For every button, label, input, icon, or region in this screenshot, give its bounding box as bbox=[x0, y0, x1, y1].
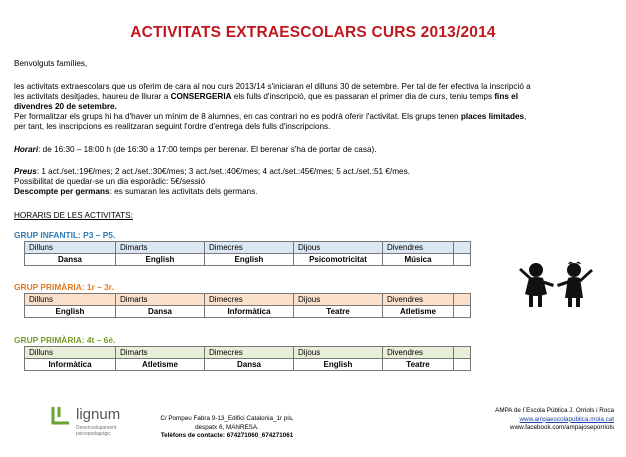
greeting: Benvolguts famílies, bbox=[14, 59, 88, 68]
discount-label: Descompte per germans bbox=[14, 187, 110, 196]
discount-line: Descompte per germans: es sumaran les activitats dels germans. bbox=[14, 187, 258, 196]
lignum-logo-icon bbox=[50, 405, 72, 427]
day-cell: Dijous bbox=[294, 294, 383, 306]
day-cell: Dimecres bbox=[205, 347, 294, 359]
activity-cell: Música bbox=[383, 254, 454, 266]
activity-cell: English bbox=[116, 254, 205, 266]
day-cell: Dilluns bbox=[25, 294, 116, 306]
activity-cell: English bbox=[25, 306, 116, 318]
day-cell: Dimecres bbox=[205, 294, 294, 306]
contact-phones: Telèfons de contacte: 674271060_674271061 bbox=[160, 432, 294, 439]
ampa-block bbox=[410, 407, 614, 433]
day-cell: Dijous bbox=[294, 347, 383, 359]
preus-label: Preus bbox=[14, 167, 37, 176]
activity-cell: Dansa bbox=[25, 254, 116, 266]
activity-cell: Teatre bbox=[383, 359, 454, 371]
group-label-primaria-1: GRUP PRIMÀRIA: 1r – 3r. bbox=[14, 282, 114, 292]
horari-line: Horari: de 16:30 – 18:00 h (de 16:30 a 17:00 temps per berenar. El berenar s'ha de portar de casa). bbox=[14, 145, 377, 154]
groups-line-1: Per formalitzar els grups hi ha d'haver un mínim de 8 alumnes, en cas contrari no es podrà oferir l'activitat. Els grups tenen places limitades, bbox=[14, 112, 527, 121]
address-line-1: C/ Pompeu Fabra 9-13_Edifici Catalonia_1r pis, bbox=[160, 415, 294, 422]
schedule-table-primaria-2 bbox=[24, 346, 471, 371]
address-line-2: despatx 6, MANRESA. bbox=[195, 423, 259, 431]
horari-label: Horari bbox=[14, 145, 39, 154]
ampa-facebook-link[interactable]: www.facebook.com/ampajoseporriols bbox=[510, 424, 614, 431]
schedule-table-primaria-1 bbox=[24, 293, 471, 318]
preus-line: Preus: 1 act./set.:19€/mes; 2 act./set.:30€/mes; 3 act./set.:40€/mes; 4 act./set.:45€/mes; 5 act./set.:51 €/mes. bbox=[14, 167, 410, 176]
activity-cell: Dansa bbox=[205, 359, 294, 371]
ampa-web-link[interactable]: www.ampaescolapublica.moia.cat bbox=[519, 415, 614, 423]
group-label-primaria-2: GRUP PRIMÀRIA: 4t – 6è. bbox=[14, 335, 116, 345]
activity-cell: Psicomotricitat bbox=[294, 254, 383, 266]
activity-cell: Informàtica bbox=[25, 359, 116, 371]
groups-line-2: per tant, les inscripcions es realitzaran seguint l'ordre d'entrega dels fulls d'inscripcions. bbox=[14, 122, 331, 131]
ampa-name: AMPA de l´Escola Pública J. Orriols i Roca bbox=[495, 407, 614, 414]
activity-cell: English bbox=[294, 359, 383, 371]
consergeria-text: CONSERGERIA bbox=[170, 92, 232, 101]
intro-line-2: les activitats desitjades, haureu de lliurar a CONSERGERIA els fulls d'inscripció, que es passaran el primer dia de curs, teniu temps fins el bbox=[14, 92, 518, 101]
day-cell: Dimarts bbox=[116, 347, 205, 359]
page-title: ACTIVITATS EXTRAESCOLARS CURS 2013/2014 bbox=[130, 24, 496, 41]
day-cell: Dijous bbox=[294, 242, 383, 254]
day-cell: Divendres bbox=[383, 294, 454, 306]
schedule-table-infantil bbox=[24, 241, 471, 266]
activity-cell: Dansa bbox=[116, 306, 205, 318]
address-block bbox=[142, 415, 312, 441]
children-illustration-icon bbox=[516, 260, 596, 308]
sporadic-line: Possibilitat de quedar-se un dia esporàdic: 5€/sessió bbox=[14, 177, 206, 186]
activity-cell: Informàtica bbox=[205, 306, 294, 318]
deadline-text: divendres 20 de setembre. bbox=[14, 102, 117, 111]
activity-cell: Teatre bbox=[294, 306, 383, 318]
activity-cell: Atletisme bbox=[116, 359, 205, 371]
lignum-logo-subtitle: Desenvolupament psicopedagògic bbox=[76, 425, 117, 437]
lignum-logo-name: lignum bbox=[76, 406, 121, 423]
day-cell: Divendres bbox=[383, 242, 454, 254]
schedule-heading: HORARIS DE LES ACTIVITATS: bbox=[14, 211, 133, 220]
intro-line-1: les activitats extraescolars que us oferim de cara al nou curs 2013/14 s'iniciaran el dilluns 30 de setembre. Per tal de fer efectiva la inscripció a bbox=[14, 82, 531, 91]
activity-cell: Atletisme bbox=[383, 306, 454, 318]
limited-places-text: places limitades bbox=[460, 112, 525, 121]
group-label-infantil: GRUP INFANTIL: P3 – P5. bbox=[14, 230, 116, 240]
day-cell: Divendres bbox=[383, 347, 454, 359]
day-cell: Dimecres bbox=[205, 242, 294, 254]
day-cell: Dimarts bbox=[116, 242, 205, 254]
day-cell: Dilluns bbox=[25, 242, 116, 254]
day-cell: Dimarts bbox=[116, 294, 205, 306]
activity-cell: English bbox=[205, 254, 294, 266]
day-cell: Dilluns bbox=[25, 347, 116, 359]
